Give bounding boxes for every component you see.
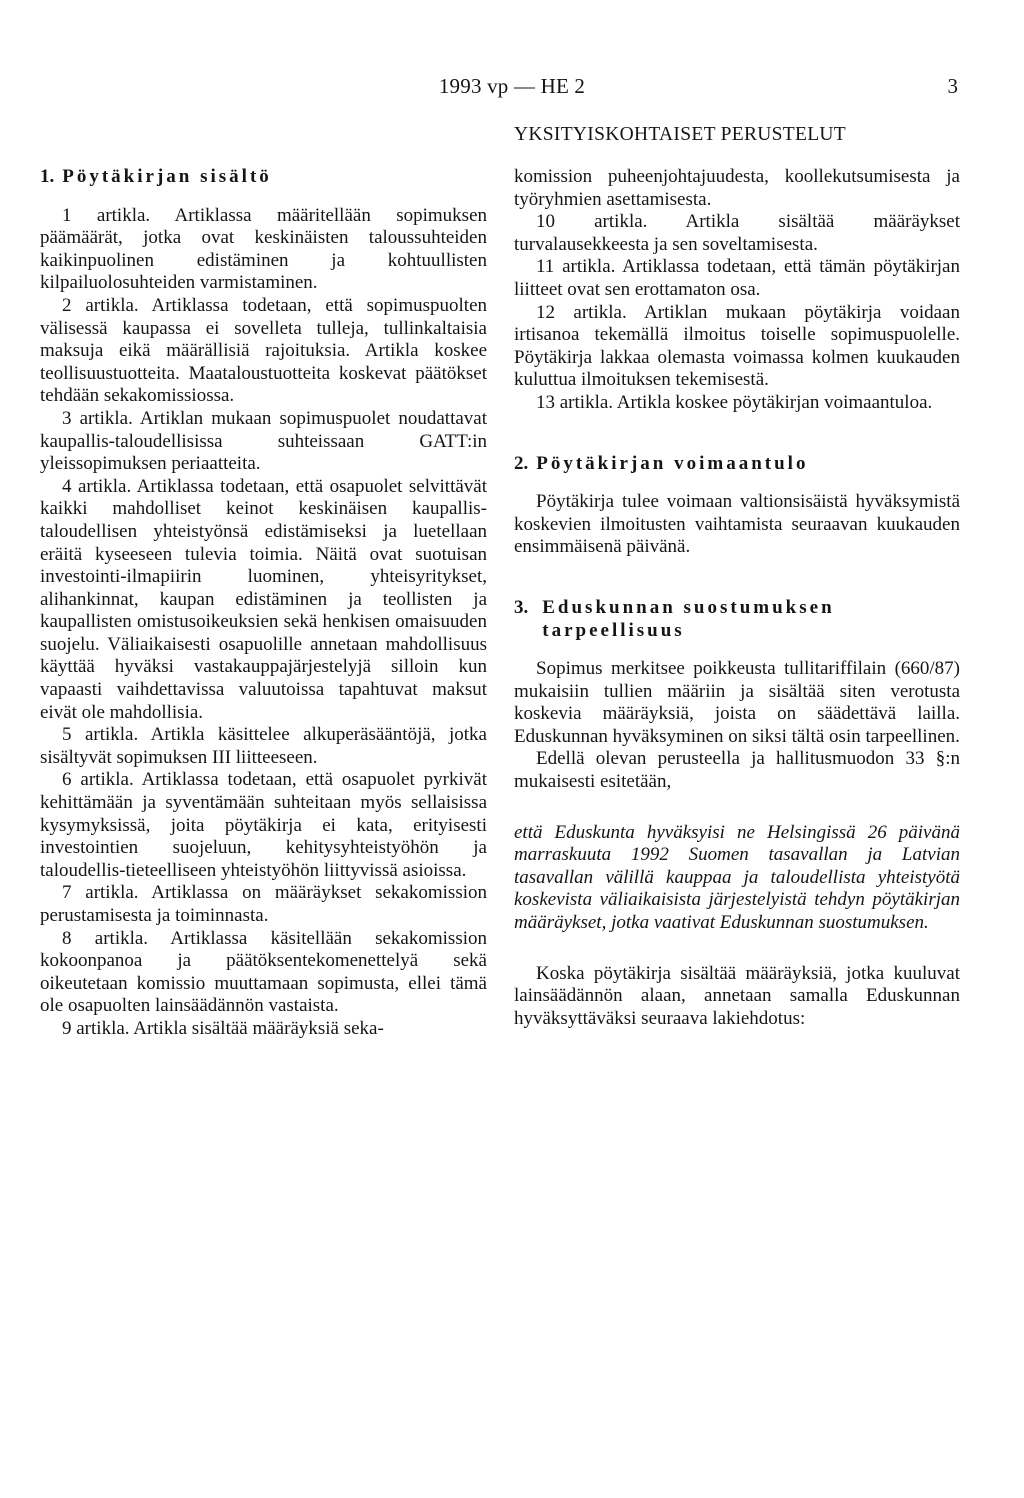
- right-column: [514, 166, 960, 1030]
- section-3-paragraph-1: Sopimus merkitsee poikkeusta tullitariffilain (660/87) mukaisiin tullien määriin ja sisältää siten verotusta koskevia määräyksiä, joista on säädettävä lailla. Eduskunnan hyväksyminen on siksi tältä osin tarpeellinen.: [514, 658, 960, 747]
- section-2-heading: [514, 453, 960, 476]
- spacer: [514, 935, 960, 963]
- article-7-paragraph: 7 artikla. Artiklassa on määräykset sekakomission perustamisesta ja toiminnasta.: [40, 882, 487, 926]
- section-1-number: 1.: [40, 166, 55, 187]
- section-3-paragraph-2: Edellä olevan perusteella ja hallitusmuodon 33 §:n mukaisesti esitetään,: [514, 748, 960, 793]
- section-3-title: Eduskunnan suostumuksen tarpeellisuus: [542, 596, 835, 641]
- section-3-number: 3.: [514, 596, 529, 618]
- section-1-title: Pöytäkirjan sisältö: [62, 166, 272, 187]
- article-1-paragraph: 1 artikla. Artiklassa määritellään sopimuksen päämäärät, jotka ovat keskinäisten taloussuhteiden kaikinpuolinen edistäminen ja kohtuullisten kilpailuolosuhteiden varmistaminen.: [40, 204, 487, 294]
- proposal-text: että Eduskunta hyväksyisi ne Helsingissä 26 päivänä marraskuuta 1992 Suomen tasavallan ja Latvian tasavallan välillä kauppaa ja taloudellista yhteistyötä koskevista väliaikaisista järjestelyistä tehdyn pöytäkirjan määräykset, jotka vaativat Eduskunnan suostumuksen.: [514, 821, 960, 934]
- page-header: [0, 74, 1024, 104]
- article-8-paragraph: 8 artikla. Artiklassa käsitellään sekakomission kokoonpanoa ja päätöksentekomenettelyä sekä oikeutetaan komissio muuttamaan sopimusta, ellei tämä ole osapuolten lainsäädännön vastaista.: [40, 927, 487, 1017]
- page-number: 3: [947, 74, 958, 98]
- closing-paragraph: Koska pöytäkirja sisältää määräyksiä, jotka kuuluvat lainsäädännön alaan, annetaan samalla Eduskunnan hyväksyttäväksi seuraava lakiehdotus:: [514, 962, 960, 1029]
- article-10-paragraph: 10 artikla. Artikla sisältää määräykset turvalausekkeesta ja sen soveltamisesta.: [514, 211, 960, 255]
- article-4-paragraph: 4 artikla. Artiklassa todetaan, että osapuolet selvittävät kaikki mahdolliset keinot keskinäisen kaupallis-taloudellisen yhteistyönsä edistämiseksi ja luetellaan eräitä kyseeseen tulevia toimia. Näitä ovat suotuisan investointi-ilmapiirin luominen, yhteisyritykset, alihankinnat, kaupan edistäminen ja teollisten ja kaupallisten omistusoikeuksien sekä henkisen omaisuuden suojelu. Väliaikaisesti osapuolille annetaan mahdollisuus käyttää hyväksi vastakauppajärjestelyjä silloin kun vapaasti vaihdettavissa valuutoissa tapahtuvat maksut eivät ole mahdollisia.: [40, 475, 487, 723]
- document-id: 1993 vp — HE 2: [438, 74, 586, 98]
- article-13-paragraph: 13 artikla. Artikla koskee pöytäkirjan voimaantuloa.: [536, 391, 933, 413]
- article-12-paragraph: 12 artikla. Artiklan mukaan pöytäkirja voidaan irtisanoa tekemällä ilmoitus toiselle sopimuspuolelle. Pöytäkirja lakkaa olemasta voimassa kolmen kuukauden kuluttua ilmoituksen tekemisestä.: [514, 301, 960, 391]
- spacer: [514, 559, 960, 597]
- section-2-paragraph: Pöytäkirja tulee voimaan valtionsisäistä hyväksymistä koskevien ilmoitusten vaihtamista seuraavan kuukauden ensimmäisenä päivänä.: [514, 491, 960, 558]
- article-2-paragraph: 2 artikla. Artiklassa todetaan, että sopimuspuolten välisessä kaupassa ei sovelleta tulleja, tullinkaltaisia maksuja eikä määrällisiä rajoituksia. Artikla koskee teollisuustuotteita. Maataloustuotteita koskevat päätökset tehdään sekakomissiossa.: [40, 294, 487, 407]
- section-1-heading: [40, 166, 487, 189]
- spacer: [514, 794, 960, 822]
- spacer: [514, 415, 960, 453]
- article-5-paragraph: 5 artikla. Artikla käsittelee alkuperäsääntöjä, jotka sisältyvät sopimuksen III liitteeseen.: [40, 724, 487, 768]
- article-3-paragraph: 3 artikla. Artiklan mukaan sopimuspuolet noudattavat kaupallis-taloudellisissa suhteissaan GATT:in yleissopimuksen periaatteita.: [40, 407, 487, 475]
- main-heading: YKSITYISKOHTAISET PERUSTELUT: [514, 124, 847, 145]
- section-2-number: 2.: [514, 452, 529, 474]
- section-3-heading: [514, 597, 960, 642]
- left-column: [40, 166, 487, 1041]
- article-9-paragraph: 9 artikla. Artikla sisältää määräyksiä seka-: [62, 1017, 384, 1039]
- article-11-paragraph: 11 artikla. Artiklassa todetaan, että tämän pöytäkirjan liitteet ovat sen erottamaton osa.: [514, 256, 960, 300]
- article-9-continuation: komission puheenjohtajuudesta, koollekutsumisesta ja työryhmien asettamisesta.: [514, 166, 960, 210]
- section-2-title: Pöytäkirjan voimaantulo: [536, 452, 809, 474]
- article-6-paragraph: 6 artikla. Artiklassa todetaan, että osapuolet pyrkivät kehittämään ja syventämään suhteitaan myös sellaisissa kysymyksissä, joita pöytäkirja ei kata, erityisesti investointien suojeluun, kehitysyhteistyöhön ja taloudellis-tieteelliseen yhteistyöhön liittyvissä asioissa.: [40, 769, 487, 881]
